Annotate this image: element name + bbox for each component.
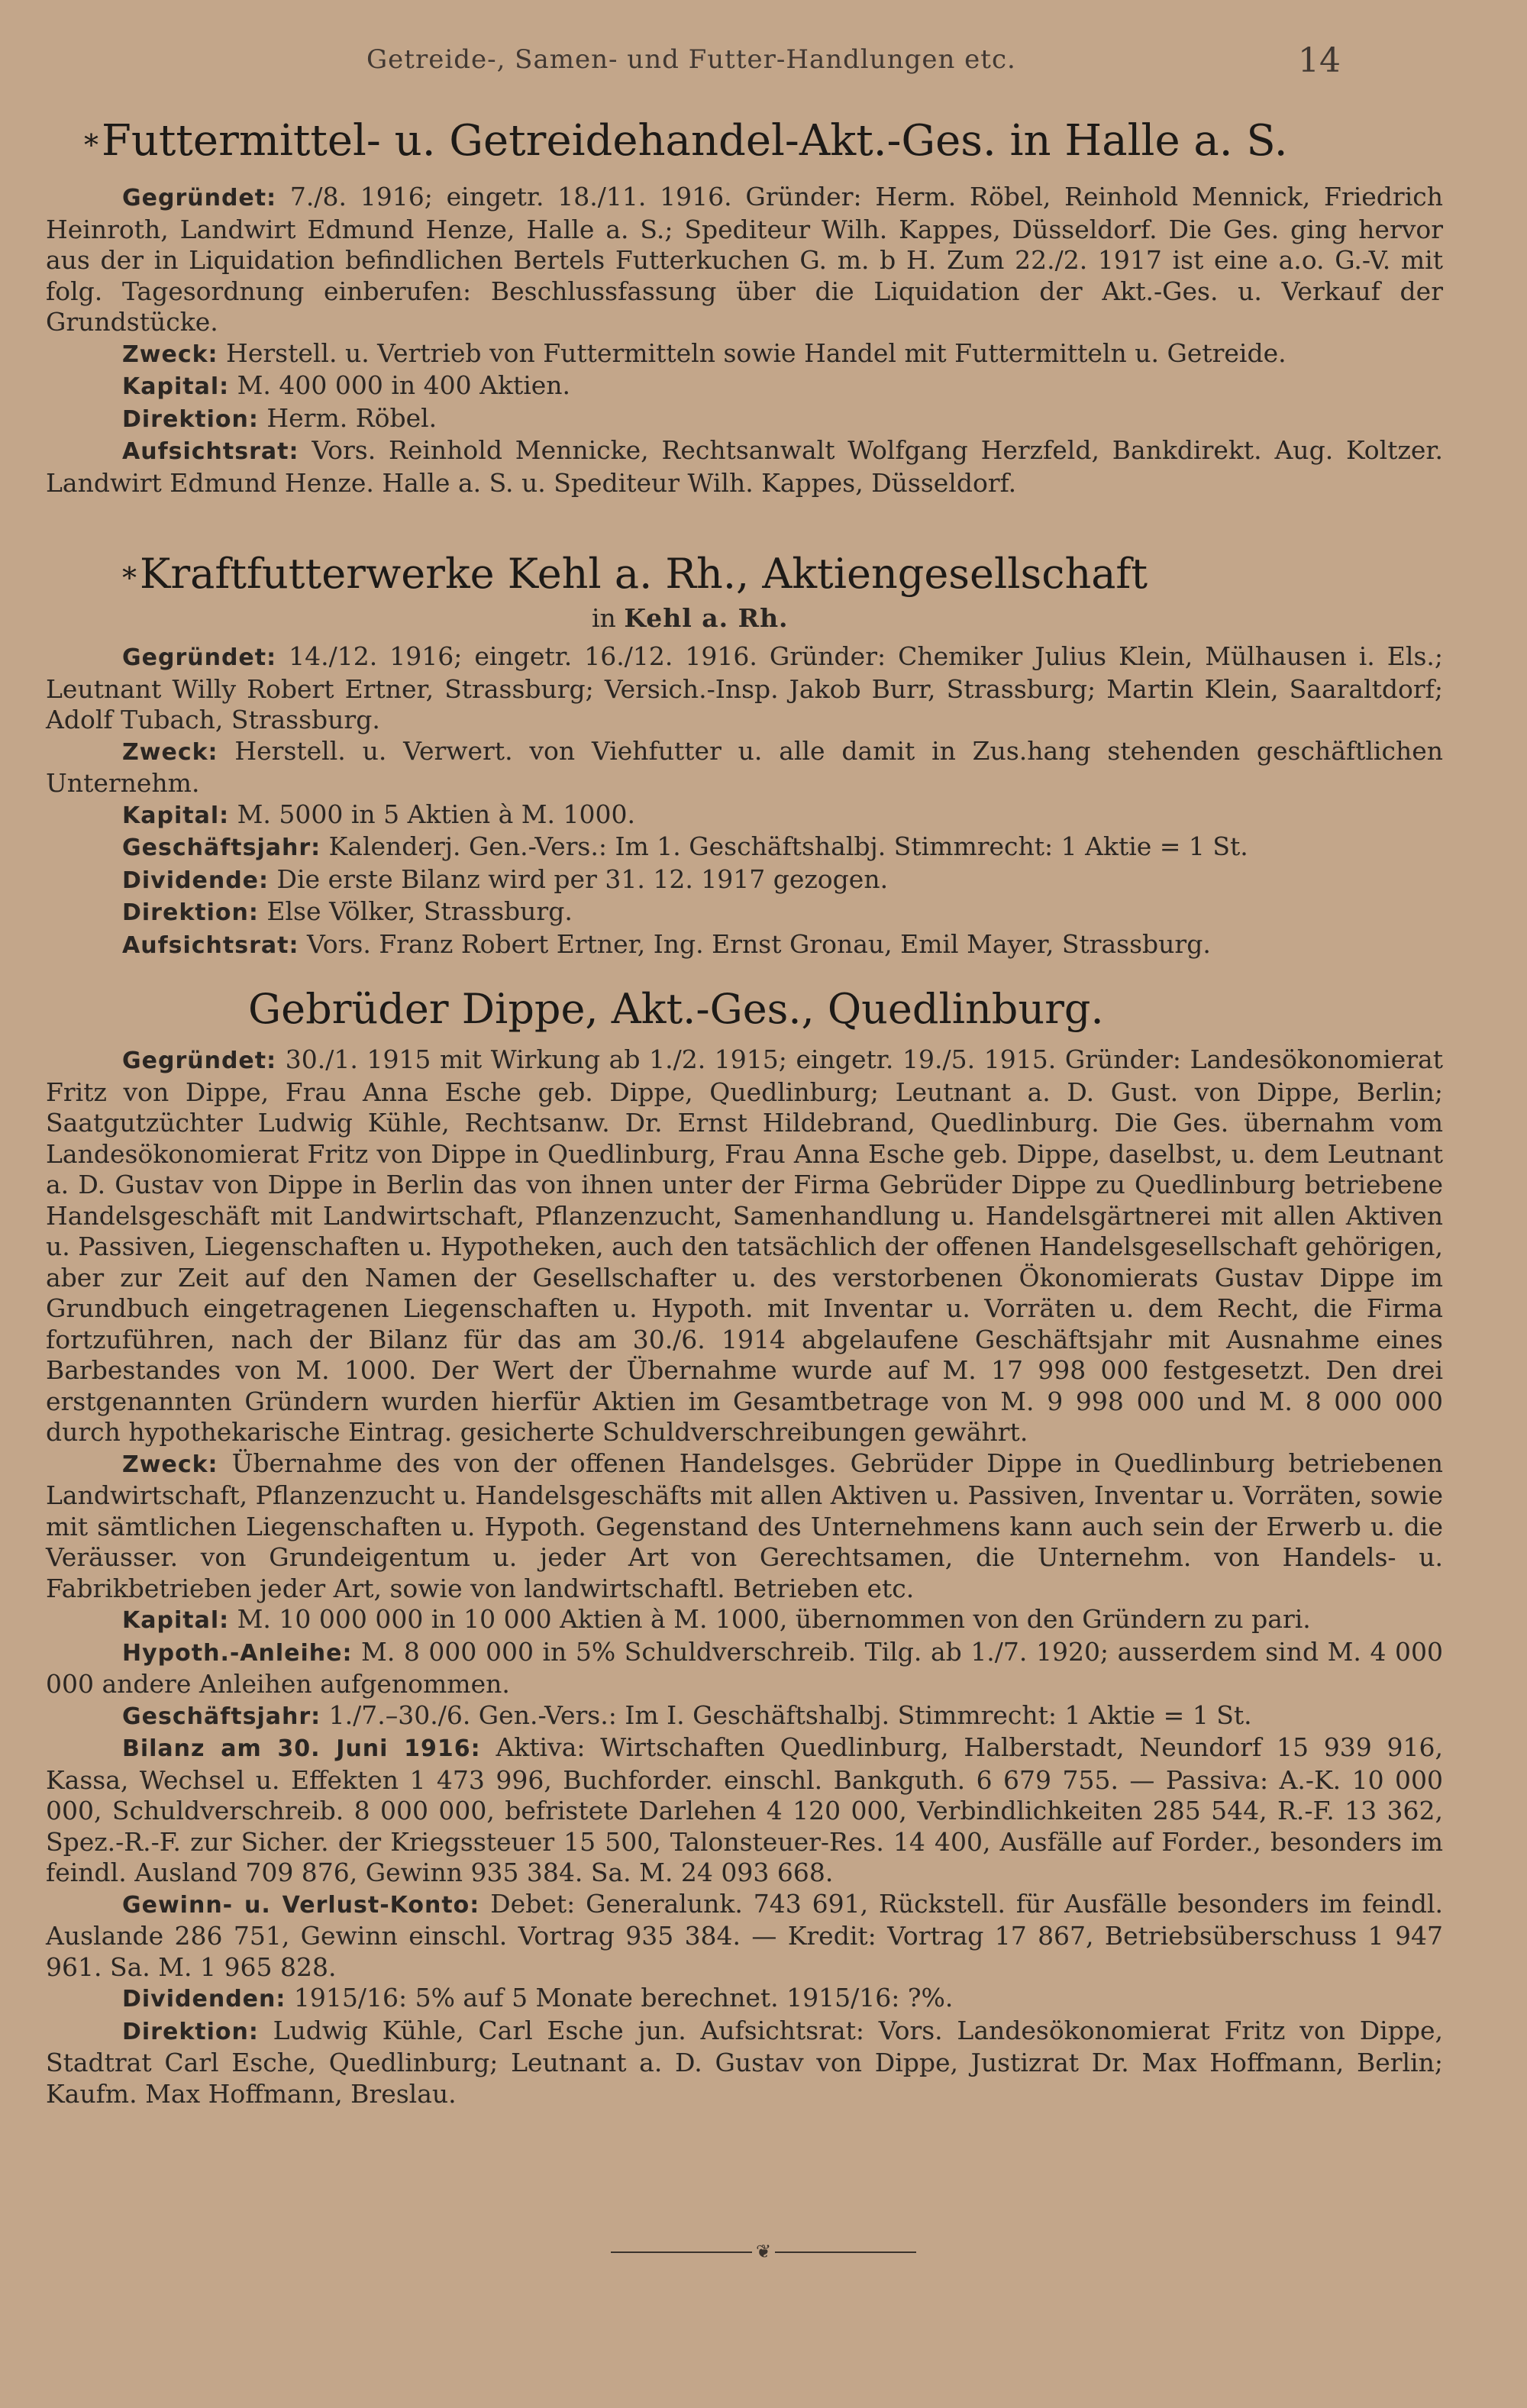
field-text: Kalenderj. Gen.-Vers.: Im 1. Geschäftshalbj. Stimmrecht: 1 Aktie = 1 St. bbox=[328, 831, 1248, 861]
entry-paragraph bbox=[46, 1983, 1443, 2016]
entry-paragraph bbox=[46, 1889, 1443, 1984]
field-text: Else Völker, Strassburg. bbox=[266, 896, 573, 926]
entry-paragraph bbox=[46, 1700, 1443, 1733]
field-text: Vors. Reinhold Mennicke, Rechtsanwalt Wolfgang Herzfeld, Bankdirekt. Aug. Koltzer. Landwirt Edmund Henze. Halle a. S. u. Spediteur Wilh. Kappes, Düsseldorf. bbox=[46, 435, 1443, 498]
entry-paragraph bbox=[46, 831, 1443, 864]
running-header: Getreide-, Samen- und Futter-Handlungen etc. bbox=[366, 44, 1016, 75]
field-label: Zweck: bbox=[122, 341, 218, 368]
entry-title-text: Gebrüder Dippe, Akt.-Ges., Quedlinburg. bbox=[248, 985, 1104, 1033]
entry-title bbox=[122, 550, 1148, 598]
field-label: Gewinn- u. Verlust-Konto: bbox=[122, 1891, 480, 1919]
field-label: Hypoth.-Anleihe: bbox=[122, 1639, 353, 1667]
field-text: M. 8 000 000 in 5% Schuldverschreib. Tilg. ab 1./7. 1920; ausserdem sind M. 4 000 000 andere Anleihen aufgenommen. bbox=[46, 1636, 1443, 1699]
field-text: Die erste Bilanz wird per 31. 12. 1917 gezogen. bbox=[276, 863, 889, 894]
field-label: Gegründet: bbox=[122, 644, 277, 671]
field-text: M. 10 000 000 in 10 000 Aktien à M. 1000, übernommen von den Gründern zu pari. bbox=[237, 1604, 1311, 1634]
entry-paragraph bbox=[46, 435, 1443, 499]
entry-body bbox=[46, 182, 1443, 499]
field-label: Kapital: bbox=[122, 1607, 230, 1634]
field-text: 30./1. 1915 mit Wirkung ab 1./2. 1915; eingetr. 19./5. 1915. Gründer: Landesökonomierat Fritz von Dippe, Frau Anna Esche geb. Dippe, Quedlinburg; Leutnant a. D. Gust. von Dippe, Berlin; Saatgutzüchter Ludwig Kühle, Rechtsanw. Dr. Ernst Hildebrand, Quedlinburg. Die Ges. übernahm vom Landesökonomierat Fritz von Dippe in Quedlinburg, Frau Anna Esche geb. Dippe, daselbst, u. dem Leutnant a. D. Gustav von Dippe in Berlin das von ihnen unter der Firma Gebrüder Dippe zu Quedlinburg betriebene Handelsgeschäft mit Landwirtschaft, Pflanzenzucht, Samenhandlung u. Handelsgärtnerei mit allen Aktiven u. Passiven, Liegenschaften u. Hypotheken, auch den tatsächlich der offenen Handelsgesellschaft gehörigen, aber zur Zeit auf den Namen der Gesellschafter u. des verstorbenen Ökonomierats Gustav Dippe im Grundbuch eingetragenen Liegenschaften u. Hypoth. mit Inventar u. Vorräten u. dem Recht, die Firma fortzuführen, nach der Bilanz für das am 30./6. 1914 abgelaufene Geschäftsjahr mit Ausnahme eines Barbestandes von M. 1000. Der Wert der Übernahme wurde auf M. 17 998 000 festgesetzt. Den drei erstgenannten Gründern wurden hierfür Aktien im Gesamtbetrage von M. 9 998 000 und M. 8 000 000 durch hypothekarische Eintrag. gesicherte Schuldverschreibungen gewährt. bbox=[46, 1044, 1443, 1447]
field-label: Zweck: bbox=[122, 738, 218, 766]
field-label: Gegründet: bbox=[122, 185, 277, 211]
field-label: Direktion: bbox=[122, 2018, 259, 2045]
subtitle-place: Kehl a. Rh. bbox=[624, 603, 789, 633]
entry-paragraph bbox=[46, 1637, 1443, 1700]
entry-paragraph bbox=[46, 896, 1443, 929]
closing-rule bbox=[611, 2241, 916, 2262]
page-number: 14 bbox=[1298, 41, 1341, 80]
star-marker: * bbox=[84, 128, 98, 162]
field-text: Übernahme des von der offenen Handelsges. Gebrüder Dippe in Quedlinburg betriebenen Landwirtschaft, Pflanzenzucht u. Handelsgeschäfts mit allen Aktiven u. Passiven, Inventar u. Vorräten, sowie mit sämtlichen Liegenschaften u. Hypoth. Gegenstand des Unternehmens kann auch sein der Erwerb u. die Veräusser. von Grundeigentum u. jeder Art von Gerechtsamen, die Unternehm. von Handels- u. Fabrikbetrieben jeder Art, sowie von landwirtschaftl. Betrieben etc. bbox=[46, 1448, 1443, 1603]
field-text: 14./12. 1916; eingetr. 16./12. 1916. Gründer: Chemiker Julius Klein, Mülhausen i. Els.; Leutnant Willy Robert Ertner, Strassburg; Versich.-Insp. Jakob Burr, Strassburg; Martin Klein, Saaraltdorf; Adolf Tubach, Strassburg. bbox=[46, 641, 1443, 734]
field-text: Vors. Franz Robert Ertner, Ing. Ernst Gronau, Emil Mayer, Strassburg. bbox=[306, 928, 1211, 959]
entry-title bbox=[248, 985, 1104, 1033]
field-text: 1915/16: 5% auf 5 Monate berechnet. 1915/16: ?%. bbox=[293, 1983, 954, 2013]
field-text: Debet: Generalunk. 743 691, Rückstell. für Ausfälle besonders im feindl. Auslande 286 751, Gewinn einschl. Vortrag 935 384. — Kredit: Vortrag 17 867, Betriebsüberschuss 1 947 961. Sa. M. 1 965 828. bbox=[46, 1888, 1443, 1982]
fleuron-icon: ❦ bbox=[752, 2242, 775, 2261]
entry-body bbox=[46, 1044, 1443, 2109]
field-label: Direktion: bbox=[122, 405, 259, 433]
field-text: Herstell. u. Verwert. von Viehfutter u. alle damit in Zus.hang stehenden geschäftlichen Unternehm. bbox=[46, 735, 1443, 798]
entry-paragraph bbox=[46, 929, 1443, 962]
field-text: M. 400 000 in 400 Aktien. bbox=[237, 370, 571, 400]
entry-paragraph bbox=[46, 799, 1443, 832]
field-label: Aufsichtsrat: bbox=[122, 931, 299, 959]
entry-body bbox=[46, 641, 1443, 961]
field-text: Aktiva: Wirtschaften Quedlinburg, Halberstadt, Neundorf 15 939 916, Kassa, Wechsel u. Effekten 1 473 996, Buchforder. einschl. Bankguth. 6 679 755. — Passiva: A.-K. 10 000 000, Schuldverschreib. 8 000 000, befristete Darlehen 4 120 000, Verbindlichkeiten 285 544, R.-F. 13 362, Spez.-R.-F. zur Sicher. der Kriegssteuer 15 500, Talonsteuer-Res. 14 400, Ausfälle auf Forder., besonders im feindl. Ausland 709 876, Gewinn 935 384. Sa. M. 24 093 668. bbox=[46, 1732, 1443, 1887]
field-label: Zweck: bbox=[122, 1451, 218, 1478]
entry-paragraph bbox=[46, 641, 1443, 736]
field-label: Direktion: bbox=[122, 899, 259, 926]
field-label: Dividenden: bbox=[122, 1986, 286, 2013]
field-label: Gegründet: bbox=[122, 1047, 277, 1074]
subtitle-prefix: in bbox=[592, 603, 616, 633]
entry-subtitle bbox=[592, 603, 789, 633]
entry-paragraph bbox=[46, 338, 1443, 371]
field-label: Kapital: bbox=[122, 802, 230, 829]
entry-paragraph bbox=[46, 864, 1443, 897]
entry-paragraph bbox=[46, 736, 1443, 799]
field-label: Geschäftsjahr: bbox=[122, 1703, 321, 1730]
entry-paragraph bbox=[46, 1044, 1443, 1448]
entry-title-text: Futtermittel- u. Getreidehandel-Akt.-Ges. in Halle a. S. bbox=[102, 116, 1288, 166]
field-label: Dividende: bbox=[122, 867, 270, 894]
field-text: Ludwig Kühle, Carl Esche jun. Aufsichtsrat: Vors. Landesökonomierat Fritz von Dippe, Stadtrat Carl Esche, Quedlinburg; Leutnant a. D. Gustav von Dippe, Justizrat Dr. Max Hoffmann, Berlin; Kaufm. Max Hoffmann, Breslau. bbox=[46, 2015, 1443, 2109]
entry-paragraph bbox=[46, 1448, 1443, 1605]
entry-paragraph bbox=[46, 1732, 1443, 1889]
field-label: Aufsichtsrat: bbox=[122, 438, 299, 465]
field-text: Herm. Röbel. bbox=[266, 402, 437, 433]
entry-paragraph bbox=[46, 370, 1443, 403]
field-text: 7./8. 1916; eingetr. 18./11. 1916. Gründer: Herm. Röbel, Reinhold Mennick, Friedrich Heinroth, Landwirt Edmund Henze, Halle a. S.; Spediteur Wilh. Kappes, Düsseldorf. Die Ges. ging hervor aus der in Liquidation befindlichen Bertels Futterkuchen G. m. b H. Zum 22./2. 1917 ist eine a.o. G.-V. mit folg. Tagesordnung einberufen: Beschlussfassung über die Liquidation der Akt.-Ges. u. Verkauf der Grundstücke. bbox=[46, 182, 1443, 337]
field-label: Geschäftsjahr: bbox=[122, 834, 321, 861]
field-label: Kapital: bbox=[122, 373, 230, 400]
entry-title-text: Kraftfutterwerke Kehl a. Rh., Aktiengesellschaft bbox=[140, 550, 1148, 598]
entry-title bbox=[84, 116, 1288, 166]
field-label: Bilanz am 30. Juni 1916: bbox=[122, 1735, 481, 1762]
field-text: M. 5000 in 5 Aktien à M. 1000. bbox=[237, 799, 635, 829]
entry-paragraph bbox=[46, 1604, 1443, 1637]
star-marker: * bbox=[122, 561, 137, 595]
entry-paragraph bbox=[46, 182, 1443, 338]
entry-paragraph bbox=[46, 403, 1443, 436]
field-text: Herstell. u. Vertrieb von Futtermitteln sowie Handel mit Futtermitteln u. Getreide. bbox=[226, 337, 1286, 368]
entry-paragraph bbox=[46, 2016, 1443, 2110]
field-text: 1./7.–30./6. Gen.-Vers.: Im I. Geschäftshalbj. Stimmrecht: 1 Aktie = 1 St. bbox=[328, 1699, 1252, 1730]
